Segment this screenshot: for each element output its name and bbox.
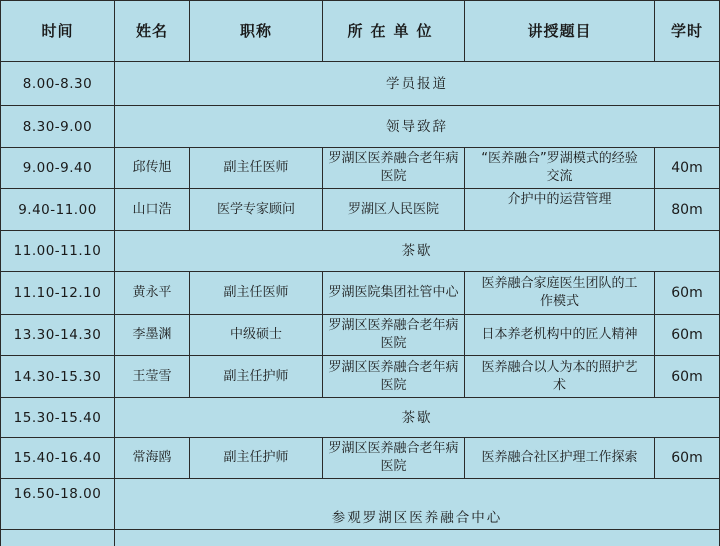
topic-cell: 医养融合家庭医生团队的工作模式: [465, 272, 655, 315]
hours-cell: 60m: [655, 315, 720, 356]
table-row-blank: [1, 530, 720, 546]
header-topic: 讲授题目: [465, 1, 655, 62]
table-row: [1, 438, 720, 479]
unit-cell: 罗湖区医养融合老年病医院: [323, 315, 465, 356]
topic-cell: 日本养老机构中的匠人精神: [465, 315, 655, 356]
table-row: [1, 106, 720, 148]
time-cell: 9.00-9.40: [1, 148, 115, 189]
unit-cell: 罗湖区医养融合老年病医院: [323, 438, 465, 479]
name-cell: 黄永平: [115, 272, 190, 315]
activity-cell: 茶歇: [115, 231, 720, 272]
activity-cell: 茶歇: [115, 398, 720, 438]
unit-cell: 罗湖区人民医院: [323, 189, 465, 231]
name-cell: 山口浩: [115, 189, 190, 231]
time-cell: 8.00-8.30: [1, 62, 115, 106]
unit-cell: 罗湖医院集团社管中心: [323, 272, 465, 315]
activity-cell: 参观罗湖区医养融合中心: [115, 479, 720, 530]
topic-cell: “医养融合”罗湖模式的经验交流: [465, 148, 655, 189]
title-cell: 副主任护师: [190, 438, 323, 479]
time-cell: 16.50-18.00: [1, 479, 115, 530]
title-cell: 副主任护师: [190, 356, 323, 398]
table-row: [1, 398, 720, 438]
time-cell: 15.30-15.40: [1, 398, 115, 438]
table-row: [1, 479, 720, 530]
title-cell: 医学专家顾问: [190, 189, 323, 231]
blank-cell: [1, 530, 115, 546]
title-cell: 副主任医师: [190, 272, 323, 315]
header-hours: 学时: [655, 1, 720, 62]
unit-cell: 罗湖区医养融合老年病医院: [323, 148, 465, 189]
name-cell: 王莹雪: [115, 356, 190, 398]
time-cell: 11.10-12.10: [1, 272, 115, 315]
time-cell: 11.00-11.10: [1, 231, 115, 272]
time-cell: 9.40-11.00: [1, 189, 115, 231]
table-row: [1, 272, 720, 315]
name-cell: 李墨渊: [115, 315, 190, 356]
topic-cell: 医养融合以人为本的照护艺术: [465, 356, 655, 398]
header-title: 职称: [190, 1, 323, 62]
time-cell: 14.30-15.30: [1, 356, 115, 398]
table-row: [1, 315, 720, 356]
hours-cell: 60m: [655, 272, 720, 315]
header-row: [1, 1, 720, 62]
table-row: [1, 231, 720, 272]
header-unit: 所在单位: [323, 1, 465, 62]
table-row: [1, 62, 720, 106]
time-cell: 8.30-9.00: [1, 106, 115, 148]
hours-cell: 40m: [655, 148, 720, 189]
title-cell: 中级硕士: [190, 315, 323, 356]
time-cell: 13.30-14.30: [1, 315, 115, 356]
activity-cell: 领导致辞: [115, 106, 720, 148]
header-name: 姓名: [115, 1, 190, 62]
table-row: [1, 189, 720, 231]
hours-cell: 80m: [655, 189, 720, 231]
time-cell: 15.40-16.40: [1, 438, 115, 479]
table-row: [1, 356, 720, 398]
table-row: [1, 148, 720, 189]
topic-cell: 介护中的运营管理: [465, 189, 655, 231]
topic-cell: 医养融合社区护理工作探索: [465, 438, 655, 479]
name-cell: 邱传旭: [115, 148, 190, 189]
unit-cell: 罗湖区医养融合老年病医院: [323, 356, 465, 398]
blank-cell: [115, 530, 720, 546]
hours-cell: 60m: [655, 438, 720, 479]
title-cell: 副主任医师: [190, 148, 323, 189]
name-cell: 常海鸥: [115, 438, 190, 479]
header-time: 时间: [1, 1, 115, 62]
activity-cell: 学员报道: [115, 62, 720, 106]
hours-cell: 60m: [655, 356, 720, 398]
